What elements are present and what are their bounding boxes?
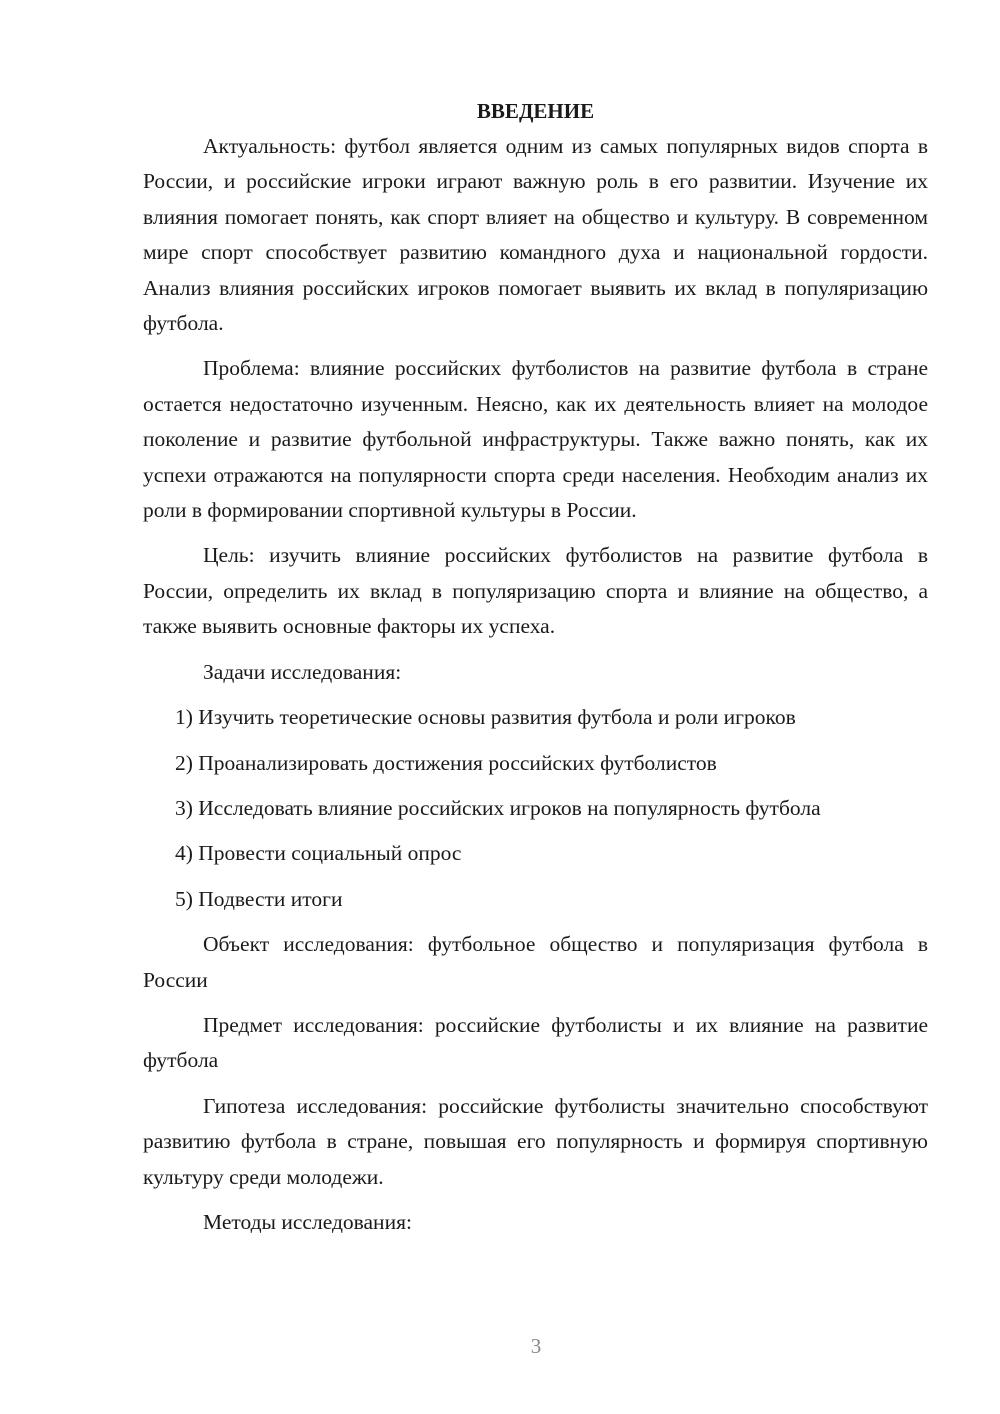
subject-paragraph: Предмет исследования: российские футболисты и их влияние на развитие футбола — [143, 1012, 928, 1073]
list-item: 2) Проанализировать достижения российских футболистов — [175, 750, 717, 775]
list-item: 3) Исследовать влияние российских игроков на популярность футбола — [175, 795, 821, 820]
list-item: 5) Подвести итоги — [175, 886, 343, 911]
hypothesis-paragraph: Гипотеза исследования: российские футболисты значительно способствуют развитию футбола в стране, повышая его популярность и формируя спортивную культуру среди молодежи. — [143, 1093, 928, 1189]
tasks-list — [143, 700, 928, 917]
relevance-paragraph: Актуальность: футбол является одним из самых популярных видов спорта в России, и российские игроки играют важную роль в его развитии. Изучение их влияния помогает понять, как спорт влияет на общество и культуру. В современном мире спорт способствует развитию командного духа и национальной гордости. Анализ влияния российских игроков помогает выявить их вклад в популяризацию футбола. — [143, 134, 928, 336]
tasks-title: Задачи исследования: — [203, 659, 402, 684]
methods-title: Методы исследования: — [203, 1209, 412, 1234]
problem-paragraph: Проблема: влияние российских футболистов на развитие футбола в стране остается недостаточно изученным. Неясно, как их деятельность влияет на молодое поколение и развитие футбольной инфраструктуры. Также важно понять, как их успехи отражаются на популярности спорта среди населения. Необходим анализ их роли в формировании спортивной культуры в России. — [143, 356, 928, 523]
page-title: ВВЕДЕНИЕ — [476, 99, 595, 123]
page-number: 3 — [530, 1334, 542, 1358]
list-item: 4) Провести социальный опрос — [175, 841, 462, 866]
goal-paragraph: Цель: изучить влияние российских футболистов на развитие футбола в России, определить их вклад в популяризацию спорта и влияние на общество, а также выявить основные факторы их успеха. — [143, 543, 928, 639]
object-paragraph: Объект исследования: футбольное общество и популяризация футбола в России — [143, 932, 928, 992]
document-page — [143, 96, 928, 1250]
list-item: 1) Изучить теоретические основы развития футбола и роли игроков — [175, 705, 796, 730]
